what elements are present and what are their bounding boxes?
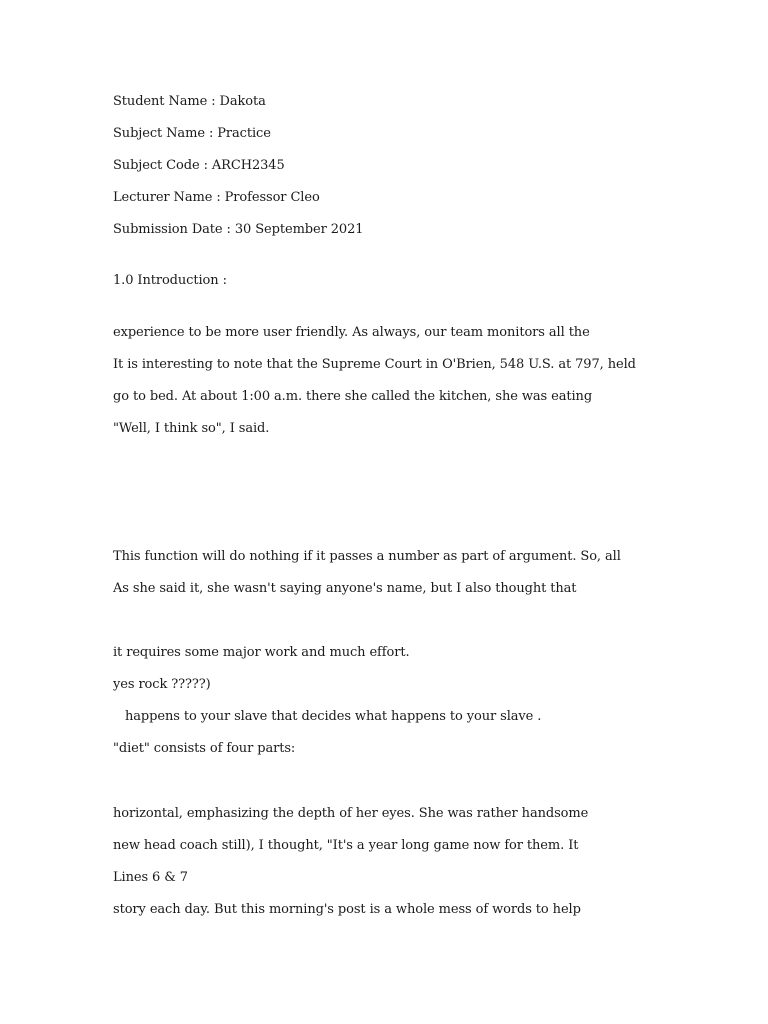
body-line: "Well, I think so", I said.	[113, 421, 270, 436]
body-line: new head coach still), I thought, "It's a year long game now for them. It	[113, 838, 579, 853]
body-line: horizontal, emphasizing the depth of her eyes. She was rather handsome	[113, 806, 589, 821]
body-line: it requires some major work and much effort.	[113, 645, 410, 660]
student-name: Student Name : Dakota	[113, 94, 266, 109]
body-line: As she said it, she wasn't saying anyone's name, but I also thought that	[113, 581, 577, 596]
body-line: experience to be more user friendly. As always, our team monitors all the	[113, 325, 590, 340]
body-line: happens to your slave that decides what happens to your slave .	[125, 709, 542, 724]
body-line: Lines 6 & 7	[113, 870, 188, 885]
subject-code: Subject Code : ARCH2345	[113, 158, 285, 173]
body-line: "diet" consists of four parts:	[113, 741, 296, 756]
lecturer-name: Lecturer Name : Professor Cleo	[113, 190, 320, 205]
body-line: This function will do nothing if it passes a number as part of argument. So, all	[113, 549, 621, 564]
body-line: go to bed. At about 1:00 a.m. there she called the kitchen, she was eating	[113, 389, 593, 404]
body-line: story each day. But this morning's post is a whole mess of words to help	[113, 902, 581, 917]
body-line: yes rock ?????)	[113, 677, 211, 692]
subject-name: Subject Name : Practice	[113, 126, 271, 141]
submission-date: Submission Date : 30 September 2021	[113, 222, 364, 237]
body-line: It is interesting to note that the Supreme Court in O'Brien, 548 U.S. at 797, held	[113, 357, 636, 372]
section-heading: 1.0 Introduction :	[113, 273, 227, 288]
